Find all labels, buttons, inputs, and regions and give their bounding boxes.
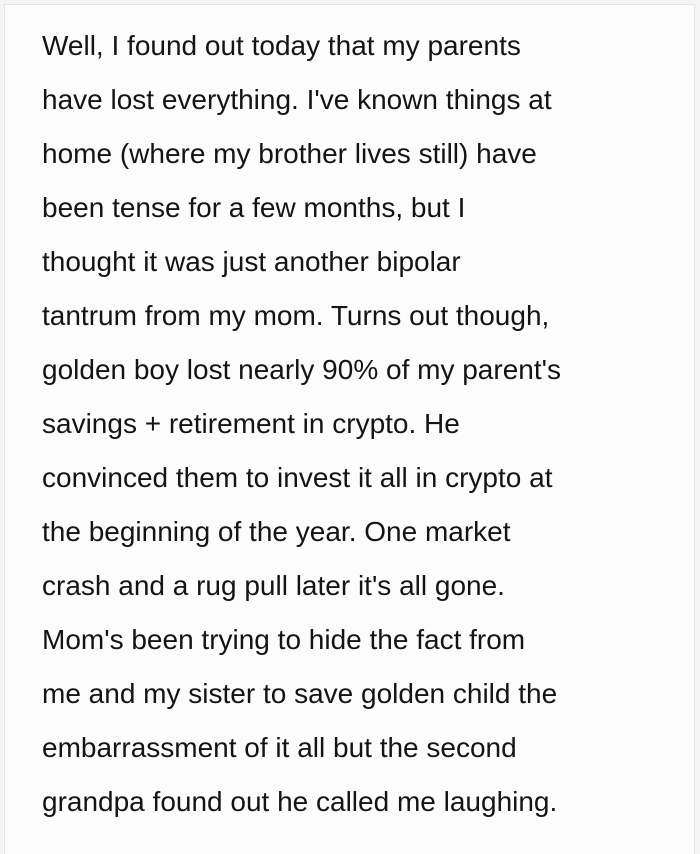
post-text-line: embarrassment of it all but the second <box>42 732 517 763</box>
post-text-line: been tense for a few months, but I <box>42 192 466 223</box>
post-text-line: me and my sister to save golden child the <box>42 678 558 709</box>
post-text-line: convinced them to invest it all in crypto at <box>42 462 553 493</box>
post-text-line: Well, I found out today that my parents <box>42 30 521 61</box>
post-text-line: Mom's been trying to hide the fact from <box>42 624 526 655</box>
post-card <box>4 4 695 854</box>
post-text-line: thought it was just another bipolar <box>42 246 461 277</box>
post-text-line: crash and a rug pull later it's all gone. <box>42 570 505 601</box>
post-text-line: golden boy lost nearly 90% of my parent's <box>42 354 561 385</box>
post-text-line: tantrum from my mom. Turns out though, <box>42 300 550 331</box>
post-text <box>5 5 694 829</box>
post-text-line: the beginning of the year. One market <box>42 516 511 547</box>
post-text-line: have lost everything. I've known things at <box>42 84 552 115</box>
post-text-line: savings + retirement in crypto. He <box>42 408 460 439</box>
post-text-line: home (where my brother lives still) have <box>42 138 537 169</box>
post-text-line: grandpa found out he called me laughing. <box>42 786 558 817</box>
